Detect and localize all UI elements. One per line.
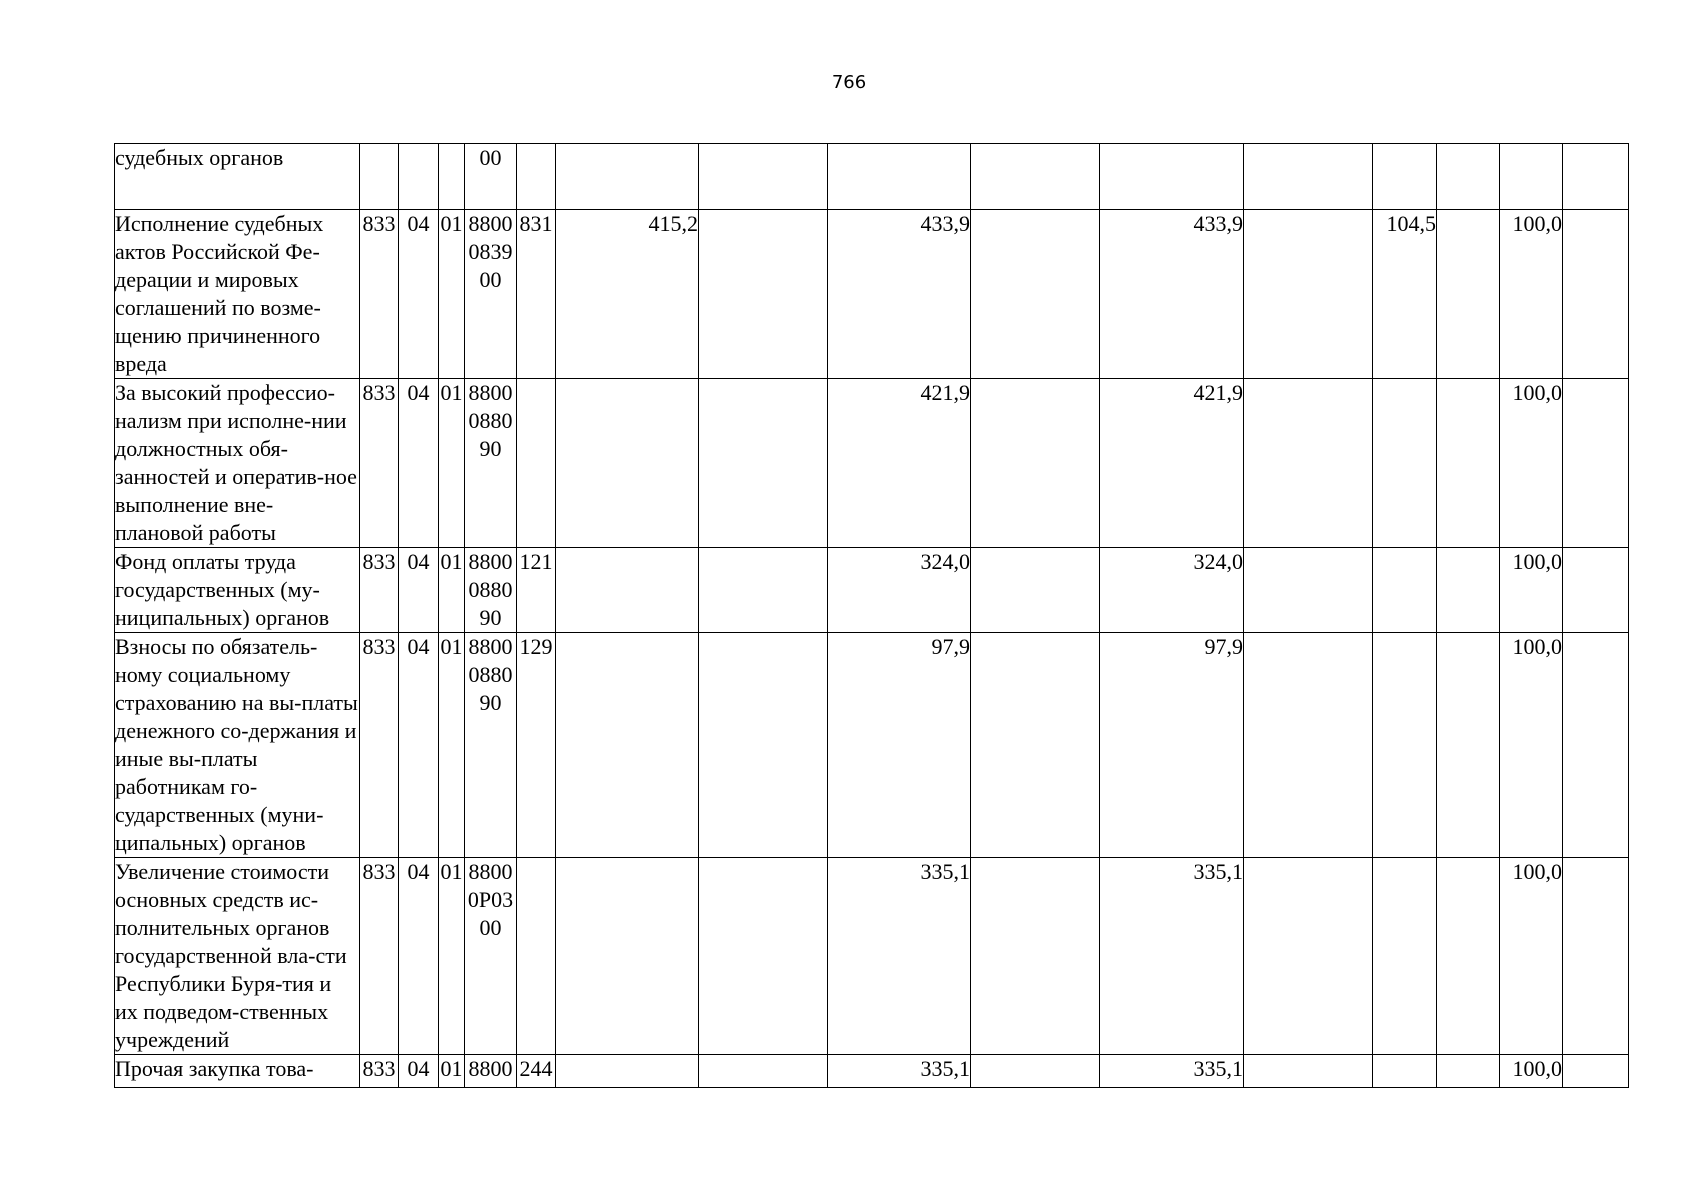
table-row xyxy=(115,633,1629,858)
cell-code-5: 831 xyxy=(517,210,556,379)
cell-code-5 xyxy=(517,144,556,210)
cell-code-5: 129 xyxy=(517,633,556,858)
table-row xyxy=(115,548,1629,633)
cell-value-1 xyxy=(556,633,699,858)
cell-value-8 xyxy=(1437,210,1500,379)
cell-value-4 xyxy=(971,858,1100,1055)
cell-name: судебных органов xyxy=(115,144,360,210)
cell-value-10 xyxy=(1563,633,1629,858)
cell-code-2: 04 xyxy=(399,210,439,379)
cell-value-8 xyxy=(1437,633,1500,858)
table-row xyxy=(115,379,1629,548)
cell-value-6 xyxy=(1244,633,1373,858)
cell-value-3: 421,9 xyxy=(828,379,971,548)
cell-value-6 xyxy=(1244,379,1373,548)
cell-value-5: 324,0 xyxy=(1100,548,1244,633)
table-row xyxy=(115,858,1629,1055)
cell-value-3: 97,9 xyxy=(828,633,971,858)
cell-value-7 xyxy=(1373,548,1437,633)
cell-value-7 xyxy=(1373,633,1437,858)
cell-value-4 xyxy=(971,548,1100,633)
cell-value-4 xyxy=(971,379,1100,548)
cell-code-2: 04 xyxy=(399,548,439,633)
cell-code-2: 04 xyxy=(399,633,439,858)
cell-code-2: 04 xyxy=(399,379,439,548)
cell-code-3: 01 xyxy=(439,548,465,633)
cell-value-4 xyxy=(971,210,1100,379)
cell-code-2 xyxy=(399,144,439,210)
cell-value-5: 421,9 xyxy=(1100,379,1244,548)
cell-value-1 xyxy=(556,379,699,548)
cell-value-5: 335,1 xyxy=(1100,858,1244,1055)
cell-value-10 xyxy=(1563,379,1629,548)
cell-value-2 xyxy=(699,379,828,548)
cell-code-1: 833 xyxy=(360,379,399,548)
cell-value-4 xyxy=(971,633,1100,858)
cell-value-7: 104,5 xyxy=(1373,210,1437,379)
cell-value-8 xyxy=(1437,144,1500,210)
cell-value-6 xyxy=(1244,144,1373,210)
cell-value-2 xyxy=(699,858,828,1055)
cell-value-3: 335,1 xyxy=(828,1055,971,1088)
cell-value-1 xyxy=(556,1055,699,1088)
cell-code-1: 833 xyxy=(360,548,399,633)
cell-value-3: 433,9 xyxy=(828,210,971,379)
cell-code-4: 8800 0P03 00 xyxy=(465,858,517,1055)
cell-value-7 xyxy=(1373,858,1437,1055)
cell-value-5: 433,9 xyxy=(1100,210,1244,379)
cell-value-8 xyxy=(1437,1055,1500,1088)
cell-code-3: 01 xyxy=(439,379,465,548)
cell-value-3: 335,1 xyxy=(828,858,971,1055)
cell-value-4 xyxy=(971,1055,1100,1088)
cell-code-1: 833 xyxy=(360,210,399,379)
cell-value-9 xyxy=(1500,144,1563,210)
cell-value-7 xyxy=(1373,379,1437,548)
cell-code-5 xyxy=(517,379,556,548)
cell-code-3: 01 xyxy=(439,633,465,858)
cell-value-10 xyxy=(1563,210,1629,379)
cell-code-4: 8800 0839 00 xyxy=(465,210,517,379)
cell-code-5: 121 xyxy=(517,548,556,633)
cell-value-10 xyxy=(1563,548,1629,633)
cell-value-9: 100,0 xyxy=(1500,379,1563,548)
cell-code-1: 833 xyxy=(360,1055,399,1088)
cell-name: Взносы по обязатель-ному социальному страхованию на вы-платы денежного со-держания и иные вы-платы работникам го-сударственных (муни-ципальных) органов xyxy=(115,633,360,858)
table-row xyxy=(115,210,1629,379)
cell-value-8 xyxy=(1437,379,1500,548)
cell-value-5 xyxy=(1100,144,1244,210)
cell-code-4: 8800 0880 90 xyxy=(465,633,517,858)
cell-code-4: 8800 xyxy=(465,1055,517,1088)
cell-value-1 xyxy=(556,144,699,210)
cell-code-1 xyxy=(360,144,399,210)
cell-code-4: 8800 0880 90 xyxy=(465,548,517,633)
cell-code-2: 04 xyxy=(399,858,439,1055)
cell-value-5: 335,1 xyxy=(1100,1055,1244,1088)
cell-code-3 xyxy=(439,144,465,210)
cell-value-6 xyxy=(1244,858,1373,1055)
cell-value-2 xyxy=(699,210,828,379)
cell-value-9: 100,0 xyxy=(1500,1055,1563,1088)
cell-value-6 xyxy=(1244,210,1373,379)
cell-value-9: 100,0 xyxy=(1500,548,1563,633)
cell-code-5 xyxy=(517,858,556,1055)
cell-value-5: 97,9 xyxy=(1100,633,1244,858)
cell-value-7 xyxy=(1373,1055,1437,1088)
cell-name: Увеличение стоимости основных средств ис-полнительных органов государственной вла-сти Республики Буря-тия и их подведом-ственных учреждений xyxy=(115,858,360,1055)
cell-value-1: 415,2 xyxy=(556,210,699,379)
cell-name: Прочая закупка това- xyxy=(115,1055,360,1088)
cell-value-8 xyxy=(1437,858,1500,1055)
cell-code-4: 8800 0880 90 xyxy=(465,379,517,548)
cell-value-2 xyxy=(699,144,828,210)
table-row xyxy=(115,1055,1629,1088)
cell-code-2: 04 xyxy=(399,1055,439,1088)
cell-value-3: 324,0 xyxy=(828,548,971,633)
cell-value-9: 100,0 xyxy=(1500,858,1563,1055)
page-number: 766 xyxy=(831,72,867,93)
cell-name: Исполнение судебных актов Российской Фе-дерации и мировых соглашений по возме-щению причиненного вреда xyxy=(115,210,360,379)
cell-name: Фонд оплаты труда государственных (му-ниципальных) органов xyxy=(115,548,360,633)
table-row xyxy=(115,144,1629,210)
cell-value-3 xyxy=(828,144,971,210)
cell-value-10 xyxy=(1563,858,1629,1055)
cell-code-3: 01 xyxy=(439,210,465,379)
cell-name: За высокий профессио-нализм при исполне-нии должностных обя-занностей и оператив-ное выполнение вне-плановой работы xyxy=(115,379,360,548)
cell-value-10 xyxy=(1563,144,1629,210)
budget-table xyxy=(114,143,1629,1088)
cell-value-1 xyxy=(556,858,699,1055)
cell-value-1 xyxy=(556,548,699,633)
cell-value-2 xyxy=(699,1055,828,1088)
cell-code-1: 833 xyxy=(360,633,399,858)
cell-code-5: 244 xyxy=(517,1055,556,1088)
cell-value-2 xyxy=(699,633,828,858)
cell-code-3: 01 xyxy=(439,858,465,1055)
cell-value-10 xyxy=(1563,1055,1629,1088)
cell-value-6 xyxy=(1244,548,1373,633)
cell-value-4 xyxy=(971,144,1100,210)
cell-value-7 xyxy=(1373,144,1437,210)
cell-code-1: 833 xyxy=(360,858,399,1055)
cell-value-8 xyxy=(1437,548,1500,633)
cell-value-9: 100,0 xyxy=(1500,210,1563,379)
cell-value-2 xyxy=(699,548,828,633)
cell-value-6 xyxy=(1244,1055,1373,1088)
cell-code-4: 00 xyxy=(465,144,517,210)
cell-value-9: 100,0 xyxy=(1500,633,1563,858)
cell-code-3: 01 xyxy=(439,1055,465,1088)
